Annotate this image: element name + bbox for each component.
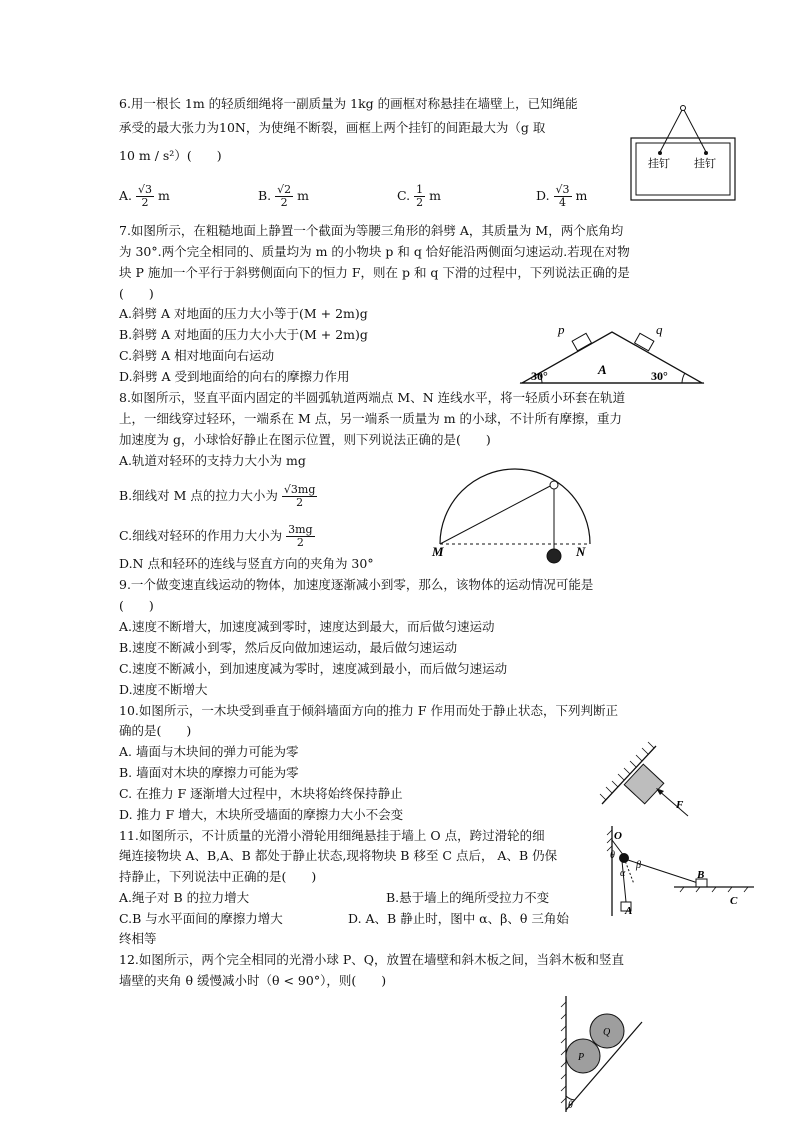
q9-line-2: ( ) [119, 598, 154, 613]
q10-line-2: 确的是( ) [119, 723, 192, 738]
q6-line-1: 6.用一根长 1m 的轻质细绳将一副质量为 1kg 的画框对称悬挂在墙壁上，已知绳能 [119, 96, 578, 111]
label-n: N [576, 544, 586, 559]
q10-option-a[interactable]: A. 墙面与木块间的弹力可能为零 [119, 744, 299, 759]
wall-hatching [607, 830, 612, 851]
q7-option-b[interactable]: B.斜劈 A 对地面的压力大小大于(M + 2m)g [119, 327, 368, 342]
q8-option-c[interactable]: C.细线对轻环的作用力大小为 $\frac{3mg}{2}$ [119, 523, 313, 549]
q11-line-2: 绳连接物块 A、B,A、B 都处于静止状态,现将物块 B 移至 C 点后， A、B 仍保 [119, 848, 558, 863]
nail-label-left: 挂钉 [648, 158, 670, 170]
q7-line-4: ( ) [119, 286, 154, 301]
label-c: C [730, 895, 738, 907]
label-o: O [614, 830, 622, 842]
q11-option-a[interactable]: A.绳子对 B 的拉力增大 [119, 890, 250, 905]
q7-line-3: 块 P 施加一个平行于斜劈侧面向下的恒力 F，则在 p 和 q 下滑的过程中，下列说法正确的是 [119, 265, 630, 280]
q10-option-d[interactable]: D. 推力 F 增大，木块所受墙面的摩擦力大小不会变 [119, 807, 404, 822]
q7-line-1: 7.如图所示，在粗糙地面上静置一个截面为等腰三角形的斜劈 A，其质量为 M，两个底角均 [119, 223, 624, 238]
q12-line-1: 12.如图所示，两个完全相同的光滑小球 P、Q，放置在墙壁和斜木板之间，当斜木板和竖直 [119, 952, 625, 967]
thread-to-m [440, 484, 554, 544]
q6-option-d[interactable]: D. $\frac{√3}{4}$ m [536, 183, 588, 209]
label-f: F [676, 799, 684, 811]
label-alpha: α [620, 868, 626, 879]
q8-line-3: 加速度为 g，小球恰好静止在图示位置，则下列说法正确的是( ) [119, 432, 491, 447]
q11-line-3: 持静止，下列说法中正确的是( ) [119, 869, 317, 884]
wooden-block [624, 764, 664, 804]
q10-option-b[interactable]: B. 墙面对木块的摩擦力可能为零 [119, 765, 299, 780]
q11-option-d[interactable]: D. A、B 静止时，图中 α、β、θ 三角始 [348, 911, 569, 926]
label-wedge-a: A [598, 362, 607, 377]
q7-line-2: 为 30°.两个完全相同的、质量均为 m 的小物块 p 和 q 恰好能沿两侧面匀速运动.若现在对物 [119, 244, 630, 259]
q8-option-d[interactable]: D.N 点和轻环的连线与竖直方向的夹角为 30° [119, 556, 374, 571]
q6-frame-figure [626, 100, 740, 204]
label-theta: θ [610, 850, 615, 861]
block-p [572, 333, 591, 350]
ball [547, 549, 561, 563]
wall-hatching [561, 1002, 566, 1103]
nail-label-right: 挂钉 [694, 158, 716, 170]
surface-hatching [680, 887, 748, 892]
angle-label-right: 30° [651, 369, 668, 383]
frame-outer [631, 138, 735, 200]
rope-left [660, 110, 682, 152]
q9-line-1: 9.一个做变速直线运动的物体，加速度逐渐减小到零，那么，该物体的运动情况可能是 [119, 577, 594, 592]
q6-line-3: 10 m / s²）( ) [119, 148, 222, 163]
q11-option-c[interactable]: C.B 与水平面间的摩擦力增大 [119, 911, 283, 926]
q11-line-1: 11.如图所示，不计质量的光滑小滑轮用细绳悬挂于墙上 O 点，跨过滑轮的细 [119, 828, 545, 843]
q11-pulley-figure [604, 826, 764, 916]
q11-option-b[interactable]: B.悬于墙上的绳所受拉力不变 [386, 890, 550, 905]
rope-right [684, 110, 706, 152]
q12-balls-figure [556, 996, 646, 1114]
q7-option-a[interactable]: A.斜劈 A 对地面的压力大小等于(M + 2m)g [119, 306, 368, 321]
label-a: A [625, 905, 633, 917]
label-b: B [697, 869, 705, 881]
label-beta: β [636, 860, 641, 871]
q10-option-c[interactable]: C. 在推力 F 逐渐增大过程中，木块将始终保持静止 [119, 786, 403, 801]
block-q [635, 333, 654, 350]
q9-option-b[interactable]: B.速度不断减小到零，然后反向做加速运动，最后做匀速运动 [119, 640, 458, 655]
q7-option-d[interactable]: D.斜劈 A 受到地面给的向右的摩擦力作用 [119, 369, 350, 384]
label-p: p [558, 322, 565, 337]
q6-option-c[interactable]: C. $\frac{1}{2}$ m [397, 183, 441, 209]
q6-option-b[interactable]: B. $\frac{√2}{2}$ m [258, 183, 310, 209]
wall-nail [681, 106, 686, 111]
label-theta: θ [568, 1100, 573, 1111]
q10-line-1: 10.如图所示，一木块受到垂直于倾斜墙面方向的推力 F 作用而处于静止状态，下列判断正 [119, 703, 619, 718]
q7-option-c[interactable]: C.斜劈 A 相对地面向右运动 [119, 348, 275, 363]
label-p: P [578, 1052, 585, 1063]
q9-option-d[interactable]: D.速度不断增大 [119, 682, 208, 697]
q6-line-2: 承受的最大张力为10N，为使绳不断裂，画框上两个挂钉的间距最大为（g 取 [119, 120, 546, 135]
q6-option-a[interactable]: A. $\frac{√3}{2}$ m [119, 183, 170, 209]
label-m: M [432, 544, 444, 559]
label-q: q [656, 322, 663, 337]
q8-line-1: 8.如图所示，竖直平面内固定的半圆弧轨道两端点 M、N 连线水平，将一轻质小环套在轨道 [119, 390, 626, 405]
q8-option-a[interactable]: A.轨道对轻环的支持力大小为 mg [119, 453, 306, 468]
q12-line-2: 墙壁的夹角 θ 缓慢减小时（θ < 90°），则( ) [119, 973, 387, 988]
force-f-line [658, 790, 688, 816]
wedge [522, 332, 702, 383]
q9-option-a[interactable]: A.速度不断增大，加速度减到零时，速度达到最大，而后做匀速运动 [119, 619, 495, 634]
semicircle-track [440, 469, 590, 544]
angle-label-left: 30° [531, 369, 548, 383]
light-ring [550, 481, 558, 489]
nail-left [658, 151, 662, 155]
q10-wall-figure [600, 742, 700, 822]
label-q: Q [603, 1027, 611, 1038]
q8-line-2: 上，一细线穿过轻环，一端系在 M 点，另一端系一质量为 m 的小球，不计所有摩擦，重力 [119, 411, 623, 426]
nail-right [704, 151, 708, 155]
q11-option-d-cont: 终相等 [119, 931, 157, 946]
q7-wedge-figure [520, 322, 706, 386]
q8-semicircle-figure [430, 440, 600, 565]
q8-option-b[interactable]: B.细线对 M 点的拉力大小为 $\frac{√3mg}{2}$ [119, 483, 316, 509]
angle-arc-right [682, 373, 685, 383]
q9-option-c[interactable]: C.速度不断减小，到加速度减为零时，速度减到最小，而后做匀速运动 [119, 661, 508, 676]
